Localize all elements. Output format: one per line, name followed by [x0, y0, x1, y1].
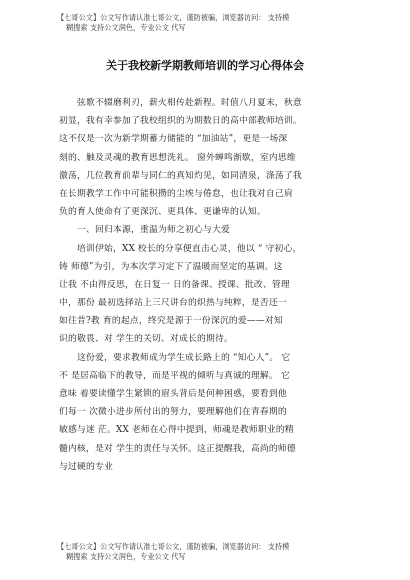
paragraph-2-line-1: 培训伊始，XX 校长的分享便直击心灵，他以 “ 守初心，: [77, 243, 302, 254]
paragraph-2-line-4: 中，那份 最初选择站上三尺讲台的炽热与纯粹，是否还一: [59, 298, 287, 309]
header-note-line-1: 【七哥公文】公文写作请认准七哥公文，谨防被骗，浏览器访问： 支持模: [57, 13, 290, 22]
paragraph-1-line-6: 在长期教学工作中可能积攒的尘埃与倦怠，也让我对自己肩: [59, 188, 293, 199]
document-title: 关于我校新学期教师培训的学习心得体会: [106, 59, 304, 72]
paragraph-3-line-2: 不 是居高临下的教导，而是平视的倾听与真诚的理解。 它: [59, 370, 290, 381]
document-body: [59, 94, 359, 476]
paragraph-1-line-3: 这不仅是一次为新学期蓄力储能的 “加油站”，更是一场深: [59, 134, 288, 145]
footer-watermark-note: [57, 542, 347, 562]
section-heading-1: 一、回归本源，重温为师之初心与大爱: [77, 225, 230, 236]
paragraph-1-line-4: 刻的、触及灵魂的教育思想洗礼。 窗外蝉鸣渐歇，室内思维: [59, 152, 296, 163]
paragraph-3-line-4: 们每一 次微小进步所付出的努力，要理解他们在青春期的: [59, 407, 287, 418]
paragraph-3-line-5: 敏感与迷 茫。XX 老师在心得中提到，师魂是教师职业的精: [59, 425, 294, 436]
footer-note-line-2: 糊搜索 支持公文润色，专业公文 代写: [66, 552, 186, 561]
paragraph-2-line-6: 识的敬畏、对 学生的关切、对成长的期待。: [59, 334, 233, 345]
header-note-line-2: 糊搜索 支持公文润色，专业公文 代写: [66, 23, 186, 32]
paragraph-2-line-3: 让我 不由得反思，在日复一 日的备课、授课、批改、管理: [59, 279, 290, 290]
paragraph-1-line-5: 激荡，几位教育前辈与同仁的真知灼见，如同清泉，涤荡了我: [59, 170, 302, 181]
paragraph-3-line-7: 与过硬的专业: [59, 461, 113, 472]
paragraph-2-line-5: 如往昔?教 育的起点，终究是源于一份深沉的爱——对知: [59, 316, 283, 327]
footer-note-line-1: 【七哥公文】公文写作请认准七哥公文，谨防被骗，浏览器访问： 支持模: [57, 542, 290, 551]
paragraph-2-line-2: 铸 师德”为引，为本次学习定下了温暖而坚定的基调。这: [59, 261, 283, 272]
paragraph-3-line-6: 髓内核，是对 学生的责任与关怀。这正提醒我，高尚的师德: [59, 443, 296, 454]
paragraph-3-line-1: 这份爱，要求教师成为学生成长路上的 “知心人”。 它: [77, 352, 291, 363]
paragraph-1-line-1: 弦歌不辍磨利刃，薪火相传赴新程。时值八月夏末，秋意: [77, 98, 302, 108]
header-watermark-note: [57, 13, 347, 33]
paragraph-1-line-2: 初显，我有幸参加了我校组织的为期数日的高中部教师培训。: [59, 116, 302, 127]
paragraph-3-line-3: 意味 着要读懂学生紧锁的眉头背后是何种困惑，要看到他: [59, 389, 287, 399]
paragraph-1-line-7: 负的育人使命有了更深沉、更具体、更谦卑的认知。: [59, 207, 266, 218]
